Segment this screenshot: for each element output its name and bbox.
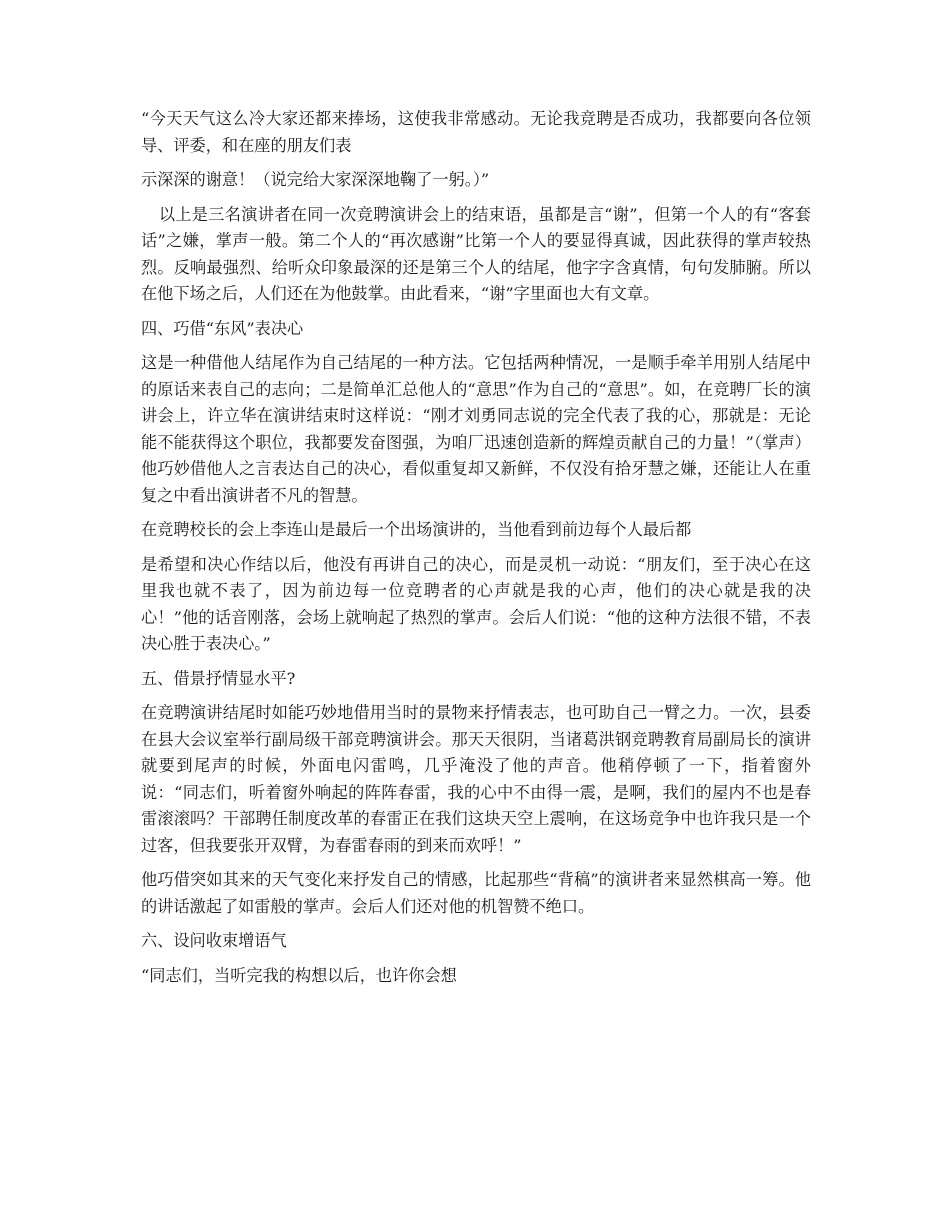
paragraph-question-start: “同志们，当听完我的构想以后，也许你会想	[141, 965, 457, 985]
paragraph-example-part2: 是希望和决心作结以后，他没有再讲自己的决心，而是灵机一动说：“朋友们，至于决心在这里我也就不表了，因为前边每一位竞聘者的心声就是我的心声，他们的决心就是我的决心！”他的话音刚落，会场上就响起了热烈的掌声。会后人们说：“他的这种方法很不错，不表决心胜于表决心。”	[141, 554, 811, 653]
document-page	[141, 106, 811, 997]
paragraph-quote-thanks-part2: 示深深的谢意！（说完给大家深深地鞠了一躬。）”	[141, 170, 490, 189]
paragraph-example-part1: 在竞聘校长的会上李连山是最后一个出场演讲的，当他看到前边每个人最后都	[141, 520, 692, 539]
section-heading-6: 六、设问收束增语气	[141, 931, 287, 950]
paragraph-quote-thanks-part1: “今天天气这么冷大家还都来捧场，这使我非常感动。无论我竞聘是否成功，我都要向各位领导、评委，和在座的朋友们表	[141, 109, 811, 155]
paragraph-analysis: 以上是三名演讲者在同一次竞聘演讲会上的结束语，虽都是言“谢”，但第一个人的有“客套话”之嫌，掌声一般。第二个人的“再次感谢”比第一个人的要显得真诚，因此获得的掌声较热烈。反响最强烈、给听众印象最深的还是第三个人的结尾，他字字含真情，句句发肺腑。所以在他下场之后，人们还在为他鼓掌。由此看来，“谢”字里面也大有文章。	[141, 204, 811, 303]
section-heading-4: 四、巧借“东风”表决心	[141, 318, 304, 338]
section-heading-5: 五、借景抒情显水平?	[141, 668, 296, 688]
paragraph-borrow-method: 这是一种借他人结尾作为自己结尾的一种方法。它包括两种情况，一是顺手牵羊用别人结尾中的原话来表自己的志向；二是简单汇总他人的“意思”作为自己的“意思”。如，在竞聘厂长的演讲会上，许立华在演讲结束时这样说：“刚才刘勇同志说的完全代表了我的心，那就是：无论能不能获得这个职位，我都要发奋图强，为咱厂迅速创造新的辉煌贡献自己的力量！”（掌声）他巧妙借他人之言表达自己的决心，看似重复却又新鲜，不仅没有拾牙慧之嫌，还能让人在重复之中看出演讲者不凡的智慧。	[141, 353, 811, 505]
paragraph-scenery-example: 在竞聘演讲结尾时如能巧妙地借用当时的景物来抒情表志，也可助自己一臂之力。一次，县委在县大会议室举行副局级干部竞聘演讲会。那天天很阴，当诸葛洪钢竞聘教育局副局长的演讲就要到尾声的时候，外面电闪雷鸣，几乎淹没了他的声音。他稍停顿了一下，指着窗外说：“同志们，听着窗外响起的阵阵春雷，我的心中不由得一震，是啊，我们的屋内不也是春雷滚滚吗？干部聘任制度改革的春雷正在我们这块天空上震响，在这场竞争中也许我只是一个过客，但我要张开双臂，为春雷春雨的到来而欢呼！”	[141, 703, 811, 855]
paragraph-scenery-comment: 他巧借突如其来的天气变化来抒发自己的情感，比起那些“背稿”的演讲者来显然棋高一筹。他的讲话激起了如雷般的掌声。会后人们还对他的机智赞不绝口。	[141, 870, 811, 916]
